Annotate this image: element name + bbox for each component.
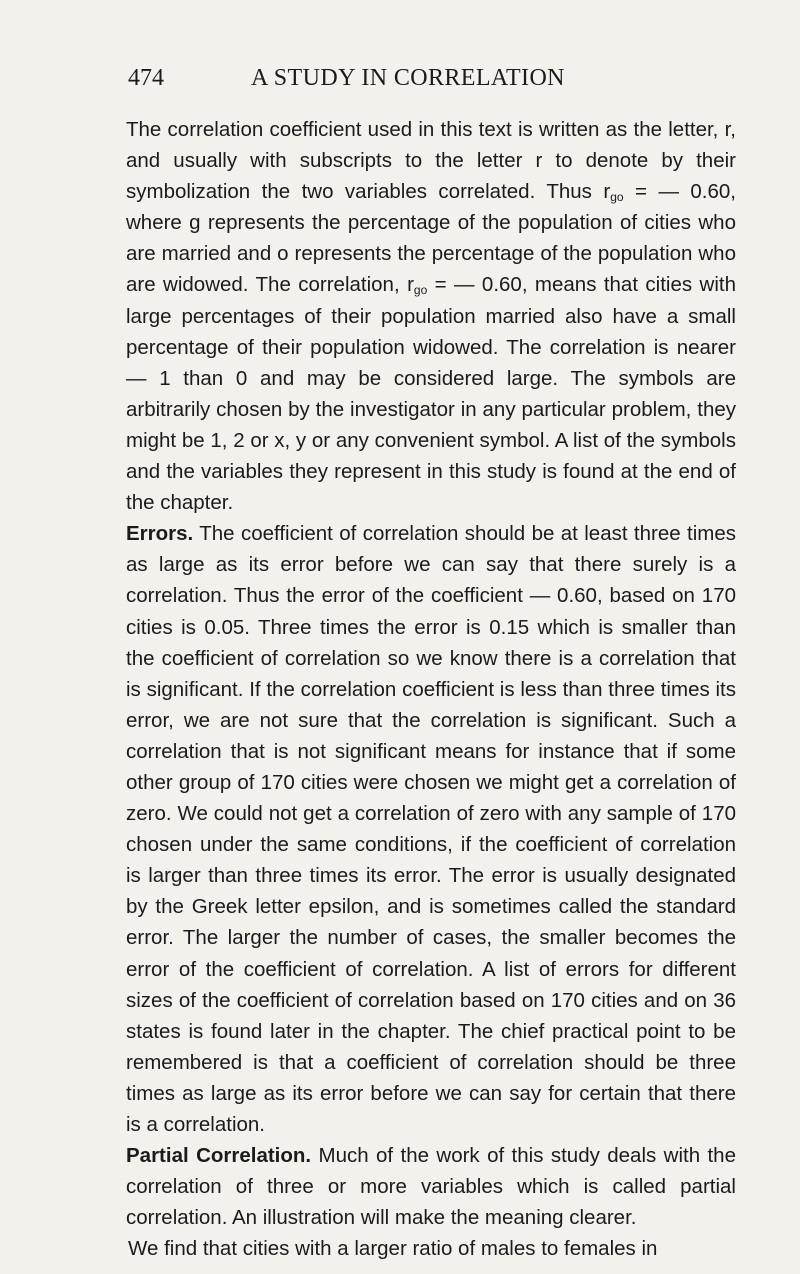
text-run: We find that cities with a larger ratio of males to females in <box>128 1237 658 1261</box>
paragraph-errors <box>126 518 736 1140</box>
text-run: The correlation coefficient used in this text is written as the letter, r, and usually with subscripts to the letter r to denote by their symbolization the two variables correlated. Thus <box>126 118 736 204</box>
paragraph-partial-correlation <box>126 1140 736 1233</box>
subscript: go <box>413 283 428 298</box>
text-run: = — 0.60, means that cities with large percentages of their population married also have a small percentage of their population widowed. The correlation is nearer — 1 than 0 and may be considered large. The symbols are arbitrarily chosen by the investigator in any particular problem, they might be 1, 2 or x, y or any convenient symbol. A list of the symbols and the variables they represent in this study is found at the end of the chapter. <box>126 273 736 515</box>
body-text <box>126 114 736 1264</box>
page-header <box>128 62 720 94</box>
running-title: A STUDY IN CORRELATION <box>251 65 565 91</box>
subscript: go <box>610 190 624 205</box>
section-heading-partial-correlation: Partial Correlation. <box>126 1144 312 1168</box>
paragraph-continuation <box>126 1233 736 1264</box>
section-heading-errors: Errors. <box>126 522 194 546</box>
symbol-r: r <box>603 180 611 204</box>
text-run: = — 0.60, where g represents the percentage of the population of cities who are married and o represents the percentage of the population who are widowed. The correlation, <box>126 180 736 297</box>
text-run: The coefficient of correlation should be at least three times as large as its error before we can say that there surely is a correlation. Thus the error of the coefficient — 0.60, based on 170 cities is 0.05. Three times the error is 0.15 which is smaller than the coefficient of correlation so we know there is a correlation that is significant. If the correlation coefficient is less than three times its error, we are not sure that the correlation is significant. Such a correlation that is not significant means for instance that if some other group of 170 cities were chosen we might get a correlation of zero. We could not get a correlation of zero with any sample of 170 chosen under the same conditions, if the coefficient of correlation is larger than three times its error. The error is usually designated by the Greek letter epsilon, and is sometimes called the standard error. The larger the number of cases, the smaller becomes the error of the coefficient of correlation. A list of errors for different sizes of the coefficient of correlation based on 170 cities and on 36 states is found later in the chapter. The chief practical point to be remembered is that a coefficient of correlation should be three times as large as its error before we can say for certain that there is a correlation. <box>126 522 736 1136</box>
paragraph-correlation-coefficient <box>126 114 736 518</box>
symbol-r: r <box>407 273 414 297</box>
text-run: Much of the work of this study deals with the correlation of three or more variables which is called partial correlation. An illustration will make the meaning clearer. <box>126 1144 736 1230</box>
page-number: 474 <box>128 65 164 91</box>
